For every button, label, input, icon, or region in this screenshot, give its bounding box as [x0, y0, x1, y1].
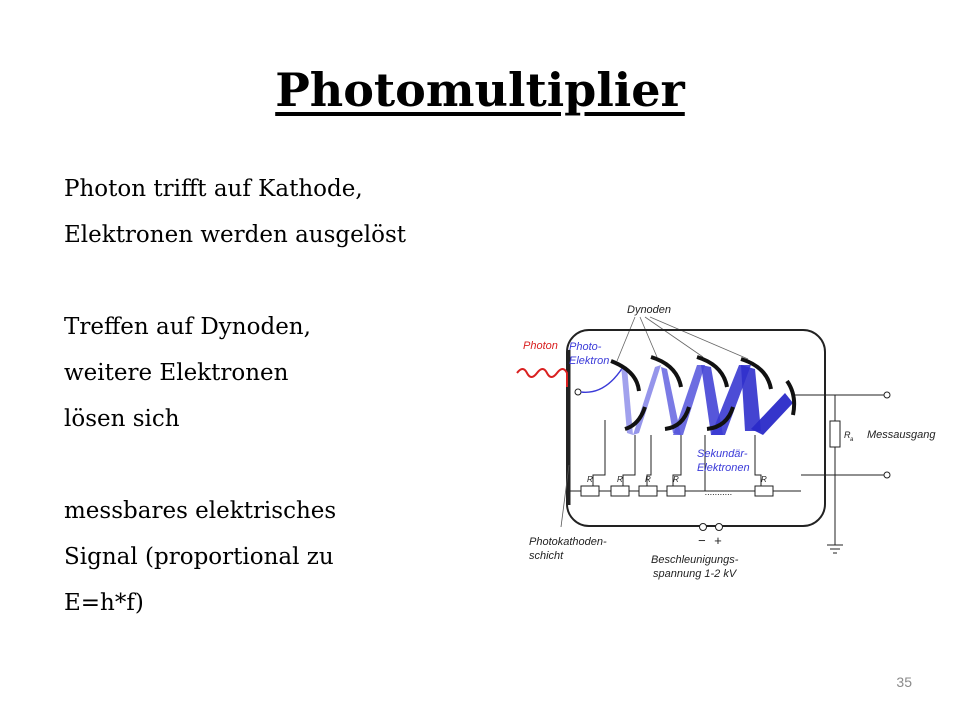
beschleunigung-label-2: spannung 1-2 kV	[653, 568, 737, 580]
voltage-terminal-plus	[716, 524, 723, 531]
page-number: 35	[896, 674, 912, 690]
slide-title: Photomultiplier	[275, 63, 685, 117]
plus-sign: +	[714, 533, 722, 548]
sekundaer-label-2: Elektronen	[697, 462, 750, 474]
ra-subscript: a	[850, 437, 854, 443]
body-line: messbares elektrisches	[64, 498, 337, 524]
slide-body	[64, 166, 504, 626]
photo-elektron-label-1: Photo-	[569, 341, 602, 353]
minus-sign: −	[698, 533, 706, 548]
body-line	[64, 258, 504, 304]
photo-elektron-label-2: Elektron	[569, 355, 610, 367]
resistor-label: R	[587, 475, 593, 484]
output-terminal	[884, 392, 890, 398]
body-line: Photon trifft auf Kathode,	[64, 176, 363, 202]
resistor-label: R	[673, 475, 679, 484]
voltage-terminal-minus	[700, 524, 707, 531]
dynoden-pointer-lines	[617, 317, 748, 361]
resistor-label: R	[645, 475, 651, 484]
resistor-label: R	[617, 475, 623, 484]
photo-electron-symbol	[575, 389, 581, 395]
sekundaer-label-1: Sekundär-	[697, 448, 748, 460]
body-line: Signal (proportional zu	[64, 544, 334, 570]
body-line: lösen sich	[64, 406, 180, 432]
body-line	[64, 442, 504, 488]
body-line: Treffen auf Dynoden,	[64, 314, 311, 340]
body-line: Elektronen werden ausgelöst	[64, 222, 406, 248]
ra-resistor	[830, 421, 840, 447]
messausgang-label: Messausgang	[867, 429, 936, 441]
photo-electron-path	[581, 367, 623, 392]
ra-label: R	[844, 430, 851, 440]
output-terminal	[884, 472, 890, 478]
photon-label: Photon	[523, 340, 558, 352]
body-line: E=h*f)	[64, 590, 144, 616]
output-circuit	[795, 395, 885, 553]
photokathoden-label-1: Photokathoden-	[529, 536, 607, 548]
beschleunigung-label-1: Beschleunigungs-	[651, 554, 739, 566]
body-line: weitere Elektronen	[64, 360, 289, 386]
photon-wave	[517, 369, 567, 387]
photomultiplier-diagram	[505, 295, 940, 585]
resistor-dots: ...........	[705, 487, 733, 497]
resistor-label: R	[761, 475, 767, 484]
dynoden-label: Dynoden	[627, 304, 672, 316]
photokathoden-label-2: schicht	[529, 550, 564, 562]
